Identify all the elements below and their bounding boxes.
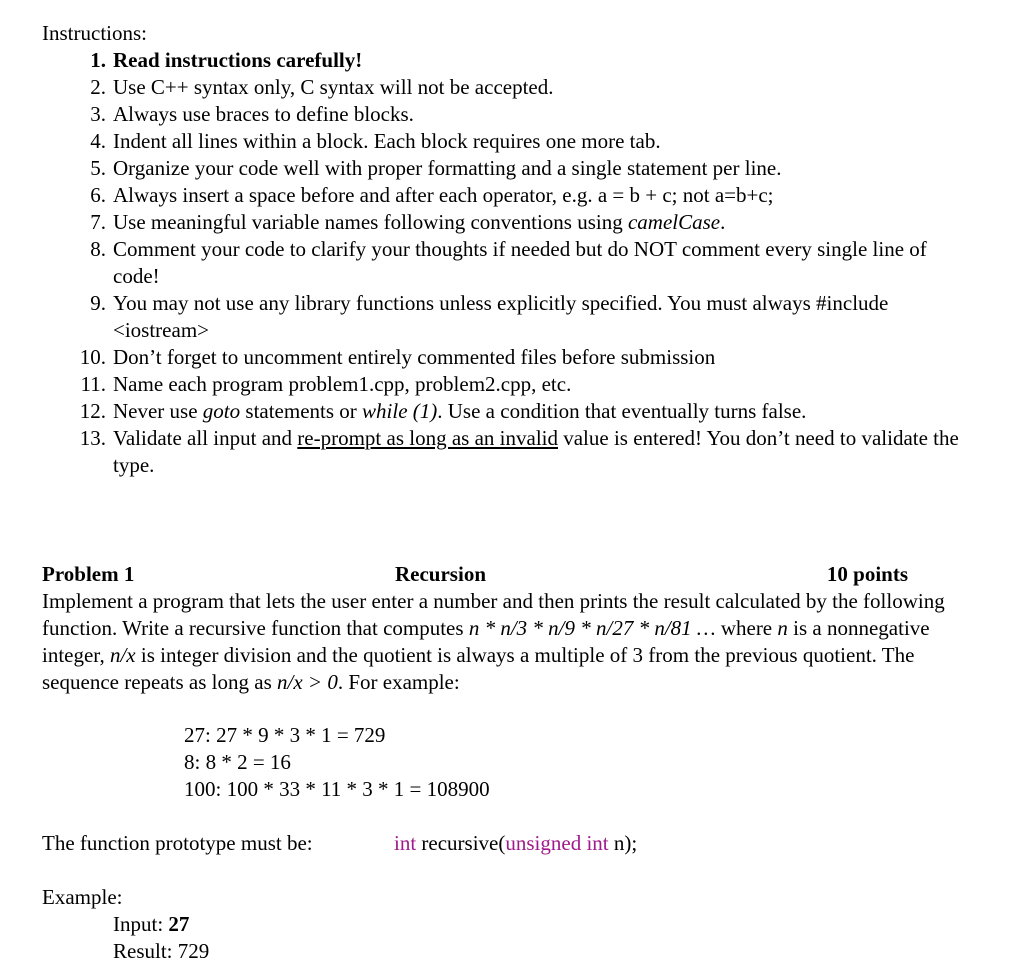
item-number: 1. [90, 48, 106, 72]
item-text: statements or [240, 399, 363, 423]
item-text: Validate all input and [113, 426, 298, 450]
item-number: 4. [90, 129, 106, 153]
keyword-unsigned-int: unsigned int [505, 831, 609, 855]
item-text: Always insert a space before and after each operator, e.g. a = b + c; not a=b+c; [113, 183, 774, 207]
item-text: Never use [113, 399, 203, 423]
item-number: 8. [90, 237, 106, 261]
function-params: n); [608, 831, 638, 855]
list-item [0, 344, 1024, 371]
example-label: Example: [42, 885, 123, 909]
result-label: Result: [113, 939, 178, 963]
prototype-code [394, 830, 637, 857]
item-number: 5. [90, 156, 106, 180]
desc-formula: n * n/3 * n/9 * n/27 * n/81 … [468, 616, 716, 640]
item-number: 3. [90, 102, 106, 126]
example-io [113, 911, 209, 965]
item-text: Don’t forget to uncomment entirely commented files before submission [113, 345, 716, 369]
item-number: 2. [90, 75, 106, 99]
list-item [0, 398, 1024, 425]
list-item [0, 425, 1024, 479]
example-line: 100: 100 * 33 * 11 * 3 * 1 = 108900 [184, 777, 490, 801]
problem-topic: Recursion [395, 562, 486, 586]
desc-text: where [715, 616, 778, 640]
item-text: Use meaningful variable names following conventions using [113, 210, 628, 234]
problem-title: Problem 1 [42, 562, 135, 586]
function-name: recursive( [416, 831, 506, 855]
item-text: Always use braces to define blocks. [113, 102, 414, 126]
item-number: 7. [90, 210, 106, 234]
prototype-row [42, 830, 972, 857]
input-line [113, 911, 209, 938]
item-text: Read instructions carefully! [113, 48, 363, 72]
desc-text: is integer division and the quotient is always a multiple of 3 from the previous quotient. The sequence repeats as long as [42, 643, 915, 694]
list-item [0, 182, 1024, 209]
desc-variable: n/x [109, 643, 136, 667]
example-calculations [184, 722, 490, 803]
item-text-italic: while (1) [362, 399, 438, 423]
item-number: 6. [90, 183, 106, 207]
list-item [0, 236, 1024, 290]
list-item [0, 209, 1024, 236]
desc-variable: n [777, 616, 788, 640]
list-item [0, 47, 1024, 74]
list-item [0, 74, 1024, 101]
item-text: Indent all lines within a block. Each block requires one more tab. [113, 129, 661, 153]
item-number: 9. [90, 291, 106, 315]
item-text-italic: camelCase [627, 210, 721, 234]
item-number: 13. [79, 426, 106, 450]
item-number: 12. [79, 399, 106, 423]
item-text: Comment your code to clarify your thoughts if needed but do NOT comment every single line of code! [113, 237, 927, 288]
keyword-int: int [394, 831, 417, 855]
example-line: 8: 8 * 2 = 16 [184, 750, 291, 774]
desc-text: Implement a program that lets the user enter a number and then prints the result calculated by the following function. Write a recursive function that computes [42, 589, 945, 640]
desc-condition: n/x > 0 [277, 670, 338, 694]
item-text-underlined: re-prompt as long as an invalid [297, 426, 558, 450]
item-text-italic: goto [202, 399, 241, 423]
result-line [113, 938, 209, 965]
item-text: Use C++ syntax only, C syntax will not be accepted. [113, 75, 554, 99]
desc-text: is a nonnegative integer, [42, 616, 930, 667]
list-item [0, 371, 1024, 398]
item-text: You may not use any library functions unless explicitly specified. You must always #include <iostream> [113, 291, 889, 342]
problem-description [42, 588, 972, 696]
input-value: 27 [168, 912, 190, 936]
instructions-heading: Instructions: [42, 21, 147, 45]
problem-header [42, 561, 908, 588]
item-text: . [720, 210, 726, 234]
list-item [0, 155, 1024, 182]
instructions-list [0, 47, 1024, 479]
input-label: Input: [113, 912, 169, 936]
item-text: value is entered! You don’t need to validate the type. [113, 426, 959, 477]
example-line: 27: 27 * 9 * 3 * 1 = 729 [184, 723, 386, 747]
item-number: 11. [80, 372, 106, 396]
desc-text: . For example: [337, 670, 460, 694]
list-item [0, 290, 1024, 344]
item-text: . Use a condition that eventually turns false. [437, 399, 807, 423]
list-item [0, 101, 1024, 128]
problem-points: 10 points [826, 562, 908, 586]
item-number: 10. [79, 345, 106, 369]
item-text: Organize your code well with proper formatting and a single statement per line. [113, 156, 782, 180]
list-item [0, 128, 1024, 155]
prototype-label: The function prototype must be: [42, 831, 313, 855]
result-value: 729 [177, 939, 210, 963]
item-text: Name each program problem1.cpp, problem2.cpp, etc. [113, 372, 572, 396]
